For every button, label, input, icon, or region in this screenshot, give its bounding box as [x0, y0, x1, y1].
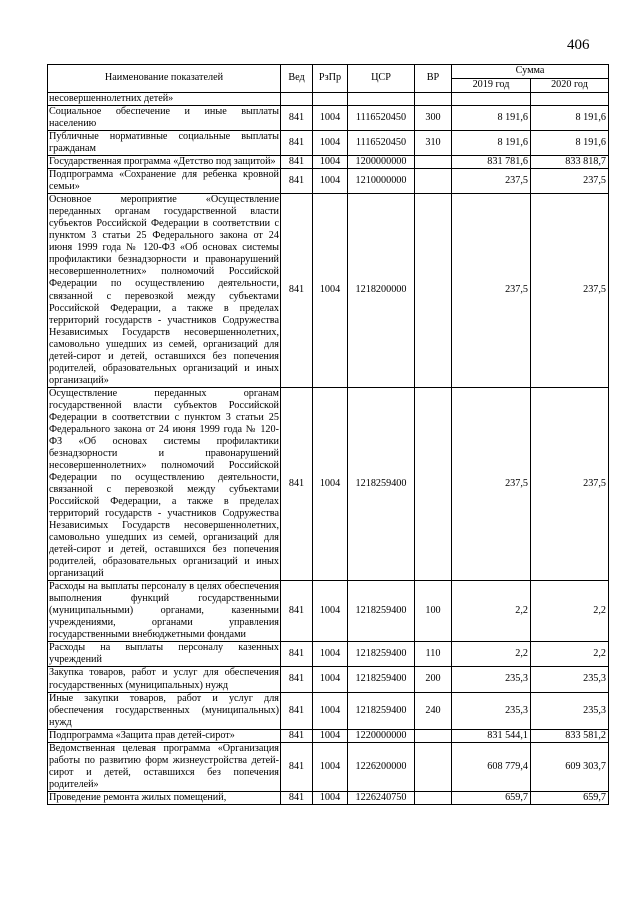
cell-ved: 841 [281, 169, 313, 194]
cell-name: Закупка товаров, работ и услуг для обеспечения государственных (муниципальных) нужд [49, 667, 279, 691]
header-2020: 2020 год [531, 79, 609, 93]
header-2019: 2019 год [452, 79, 531, 93]
cell-vr: 200 [415, 667, 452, 692]
header-summa: Сумма [452, 65, 609, 79]
cell-rzpr: 1004 [313, 742, 348, 791]
cell-csr: 1200000000 [348, 156, 415, 169]
cell-csr: 1116520450 [348, 131, 415, 156]
table-row [48, 742, 609, 791]
cell-2020: 8 191,6 [531, 106, 609, 131]
cell-rzpr: 1004 [313, 106, 348, 131]
cell-csr: 1218259400 [348, 667, 415, 692]
header-vr: ВР [415, 65, 452, 93]
cell-2020: 609 303,7 [531, 742, 609, 791]
cell-2020 [531, 93, 609, 106]
cell-2019: 831 781,6 [452, 156, 531, 169]
cell-2020: 235,3 [531, 667, 609, 692]
cell-csr [348, 93, 415, 106]
cell-name: Расходы на выплаты персоналу казенных учреждений [49, 642, 279, 666]
cell-vr [415, 156, 452, 169]
cell-rzpr: 1004 [313, 156, 348, 169]
cell-ved: 841 [281, 131, 313, 156]
cell-2019: 8 191,6 [452, 131, 531, 156]
cell-csr: 1218259400 [348, 642, 415, 667]
cell-rzpr: 1004 [313, 131, 348, 156]
cell-2020: 237,5 [531, 194, 609, 388]
cell-2019: 831 544,1 [452, 729, 531, 742]
cell-vr [415, 791, 452, 804]
cell-vr: 300 [415, 106, 452, 131]
cell-vr [415, 169, 452, 194]
cell-2020: 833 581,2 [531, 729, 609, 742]
cell-csr: 1218259400 [348, 692, 415, 729]
cell-rzpr: 1004 [313, 729, 348, 742]
cell-vr: 310 [415, 131, 452, 156]
cell-csr: 1218259400 [348, 581, 415, 642]
cell-ved: 841 [281, 106, 313, 131]
cell-rzpr: 1004 [313, 581, 348, 642]
header-name: Наименование показателей [48, 65, 281, 93]
cell-vr [415, 194, 452, 388]
header-ved: Вед [281, 65, 313, 93]
cell-name: Расходы на выплаты персоналу в целях обеспечения выполнения функций государственными (муниципальными) органами, казенными учреждениями, органами управления государственными внебюджетными фондами [49, 581, 279, 641]
cell-2019: 2,2 [452, 642, 531, 667]
table-row [48, 692, 609, 729]
cell-name: Проведение ремонта жилых помещений, [48, 791, 281, 804]
cell-name: Иные закупки товаров, работ и услуг для обеспечения государственных (муниципальных) нужд [49, 692, 279, 728]
cell-2020: 2,2 [531, 642, 609, 667]
cell-2019: 659,7 [452, 791, 531, 804]
cell-ved: 841 [281, 729, 313, 742]
table-row [48, 169, 609, 194]
cell-ved: 841 [281, 387, 313, 581]
cell-rzpr: 1004 [313, 667, 348, 692]
header-csr: ЦСР [348, 65, 415, 93]
cell-rzpr: 1004 [313, 791, 348, 804]
table-row [48, 194, 609, 388]
cell-vr: 100 [415, 581, 452, 642]
cell-2019: 235,3 [452, 692, 531, 729]
cell-2019: 237,5 [452, 169, 531, 194]
table-row [48, 667, 609, 692]
cell-csr: 1116520450 [348, 106, 415, 131]
cell-csr: 1218200000 [348, 194, 415, 388]
cell-name: Подпрограмма «Сохранение для ребенка кровной семьи» [49, 169, 279, 193]
cell-name: Подпрограмма «Защита прав детей-сирот» [48, 729, 281, 742]
cell-csr: 1210000000 [348, 169, 415, 194]
cell-ved: 841 [281, 791, 313, 804]
cell-vr: 240 [415, 692, 452, 729]
cell-rzpr: 1004 [313, 169, 348, 194]
cell-2020: 237,5 [531, 169, 609, 194]
cell-name: несовершеннолетних детей» [48, 93, 281, 106]
cell-csr: 1220000000 [348, 729, 415, 742]
cell-vr [415, 93, 452, 106]
cell-rzpr: 1004 [313, 387, 348, 581]
cell-vr [415, 742, 452, 791]
budget-table [47, 64, 609, 805]
cell-vr: 110 [415, 642, 452, 667]
table-row [48, 156, 609, 169]
cell-name: Социальное обеспечение и иные выплаты населению [49, 106, 279, 130]
cell-name: Основное мероприятие «Осуществление переданных органам государственной власти субъектов Российской Федерации в соответствии с пунктом 3 статьи 25 Федерального закона от 24 июня 1999 года № 120-ФЗ «Об основах системы профилактики безнадзорности и правонарушений несовершеннолетних» полномочий Российской Федерации по осуществлению деятельности, связанной с перевозкой между субъектами Российской Федерации, а также в пределах территорий государств - участников Содружества Независимых Государств несовершеннолетних, самовольно ушедших из семей, организаций для детей-сирот и детей, оставшихся без попечения родителей, образовательных организаций и иных организаций» [49, 194, 279, 386]
cell-2020: 8 191,6 [531, 131, 609, 156]
cell-2019: 608 779,4 [452, 742, 531, 791]
cell-csr: 1226240750 [348, 791, 415, 804]
cell-ved: 841 [281, 692, 313, 729]
cell-vr [415, 729, 452, 742]
cell-ved: 841 [281, 581, 313, 642]
cell-csr: 1218259400 [348, 387, 415, 581]
cell-name: Государственная программа «Детство под защитой» [48, 156, 281, 169]
cell-ved: 841 [281, 194, 313, 388]
cell-2019: 8 191,6 [452, 106, 531, 131]
cell-vr [415, 387, 452, 581]
cell-2020: 833 818,7 [531, 156, 609, 169]
cell-rzpr [313, 93, 348, 106]
table-row [48, 791, 609, 804]
cell-rzpr: 1004 [313, 194, 348, 388]
page-number: 406 [567, 37, 590, 53]
cell-2020: 2,2 [531, 581, 609, 642]
cell-ved [281, 93, 313, 106]
cell-2019: 237,5 [452, 194, 531, 388]
cell-rzpr: 1004 [313, 692, 348, 729]
cell-csr: 1226200000 [348, 742, 415, 791]
cell-name: Публичные нормативные социальные выплаты гражданам [49, 131, 279, 155]
cell-ved: 841 [281, 742, 313, 791]
table-row [48, 581, 609, 642]
cell-2020: 659,7 [531, 791, 609, 804]
cell-2019 [452, 93, 531, 106]
table-row [48, 131, 609, 156]
table-row [48, 729, 609, 742]
cell-2019: 235,3 [452, 667, 531, 692]
cell-2019: 237,5 [452, 387, 531, 581]
table-row [48, 93, 609, 106]
cell-2020: 235,3 [531, 692, 609, 729]
cell-2020: 237,5 [531, 387, 609, 581]
table-row [48, 106, 609, 131]
cell-ved: 841 [281, 642, 313, 667]
table-row [48, 387, 609, 581]
cell-ved: 841 [281, 156, 313, 169]
header-rzpr: РзПр [313, 65, 348, 93]
cell-name: Ведомственная целевая программа «Организация работы по развитию форм жизнеустройства детей-сирот и детей, оставшихся без попечения родителей» [49, 742, 279, 790]
cell-ved: 841 [281, 667, 313, 692]
cell-rzpr: 1004 [313, 642, 348, 667]
table-row [48, 642, 609, 667]
cell-2019: 2,2 [452, 581, 531, 642]
cell-name: Осуществление переданных органам государственной власти субъектов Российской Федерации в соответствии с пунктом 3 статьи 25 Федерального закона от 24 июня 1999 года № 120-ФЗ «Об основах системы профилактики безнадзорности и правонарушений несовершеннолетних» полномочий Российской Федерации по осуществлению деятельности, связанной с перевозкой между субъектами Российской Федерации, а также в пределах территорий государств - участников Содружества Независимых Государств несовершеннолетних, самовольно ушедших из семей, организаций для детей-сирот и детей, оставшихся без попечения родителей, образовательных организаций и иных организаций [49, 387, 279, 580]
